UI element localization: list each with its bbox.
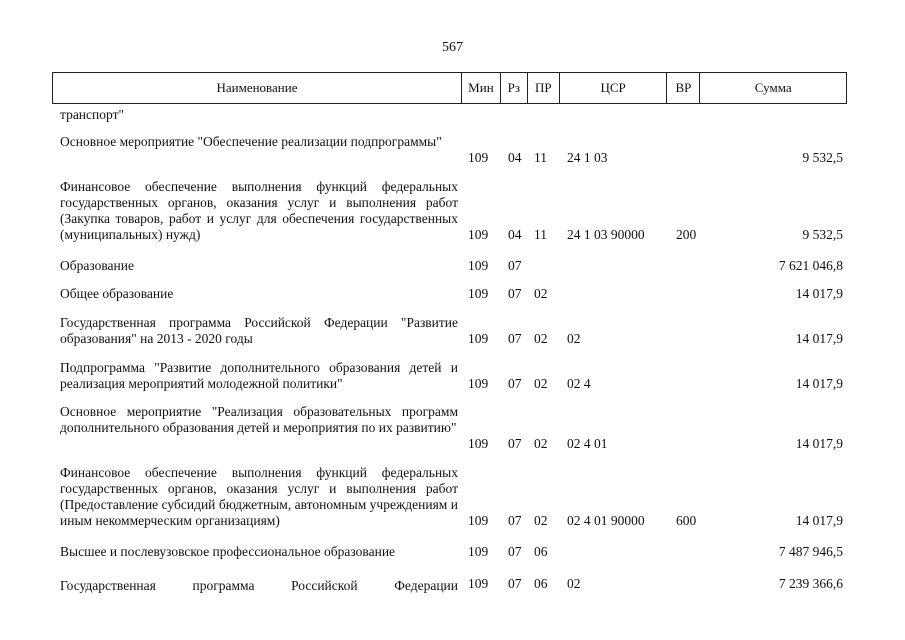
row-min: 109 xyxy=(468,227,489,242)
row-rz: 07 xyxy=(508,544,522,559)
table-row xyxy=(0,258,905,274)
header-vr: ВР xyxy=(667,73,700,103)
row-min: 109 xyxy=(468,544,489,559)
row-name: Основное мероприятие "Реализация образовательных программ дополнительного образования детей и мероприятия по их развитию" xyxy=(60,404,458,435)
row-min: 109 xyxy=(468,376,489,391)
row-name: Общее образование xyxy=(60,286,174,301)
row-csr: 02 xyxy=(567,576,581,591)
row-sum: 14 017,9 xyxy=(795,513,843,528)
row-rz: 07 xyxy=(508,331,522,346)
header-rz: Рз xyxy=(501,73,528,103)
table-row xyxy=(0,465,905,529)
row-pr: 02 xyxy=(534,286,548,301)
table-row xyxy=(0,315,905,347)
table-row xyxy=(0,578,905,594)
row-sum: 9 532,5 xyxy=(802,150,843,165)
table-row xyxy=(0,544,905,560)
row-vr: 600 xyxy=(676,513,697,528)
row-name: Финансовое обеспечение выполнения функций федеральных государственных органов, оказания услуг и выполнения работ (Предоставление субсидий бюджетным, автономным учреждениям и иным некоммерческим организациям) xyxy=(60,465,458,528)
row-csr: 02 4 01 xyxy=(567,436,608,451)
row-name: Финансовое обеспечение выполнения функций федеральных государственных органов, оказания услуг и выполнения работ (Закупка товаров, работ и услуг для обеспечения государственных (муниципальных) нужд) xyxy=(60,179,458,242)
row-sum: 7 239 366,6 xyxy=(778,576,843,591)
row-rz: 07 xyxy=(508,376,522,391)
row-csr: 02 4 xyxy=(567,376,591,391)
header-csr: ЦСР xyxy=(560,73,668,103)
table-row xyxy=(0,179,905,243)
row-pr: 02 xyxy=(534,436,548,451)
row-sum: 7 487 946,5 xyxy=(778,544,843,559)
header-sum: Сумма xyxy=(754,80,792,95)
row-sum: 9 532,5 xyxy=(802,227,843,242)
header-min: Мин xyxy=(462,73,501,103)
row-name: Высшее и послевузовское профессиональное образование xyxy=(60,544,396,559)
row-min: 109 xyxy=(468,150,489,165)
row-rz: 04 xyxy=(508,227,522,242)
row-sum: 14 017,9 xyxy=(795,286,843,301)
row-csr: 02 4 01 90000 xyxy=(567,513,645,528)
row-min: 109 xyxy=(468,258,489,273)
row-min: 109 xyxy=(468,331,489,346)
row-min: 109 xyxy=(468,286,489,301)
row-rz: 07 xyxy=(508,436,522,451)
row-min: 109 xyxy=(468,513,489,528)
row-name: Образование xyxy=(60,258,134,273)
row-sum: 14 017,9 xyxy=(795,331,843,346)
table-header xyxy=(52,72,847,104)
row-rz: 04 xyxy=(508,150,522,165)
row-csr: 24 1 03 90000 xyxy=(567,227,645,242)
row-pr: 11 xyxy=(534,227,547,242)
header-name: Наименование xyxy=(53,73,462,103)
row-pr: 02 xyxy=(534,376,548,391)
row-pr: 06 xyxy=(534,576,548,591)
row-pr: 02 xyxy=(534,513,548,528)
row-name: Государственная программа Российской Федерации xyxy=(60,578,458,593)
row-min: 109 xyxy=(468,436,489,451)
row-csr: 24 1 03 xyxy=(567,150,608,165)
row-sum: 14 017,9 xyxy=(795,376,843,391)
table-row xyxy=(0,286,905,302)
row-sum: 7 621 046,8 xyxy=(778,258,843,273)
row-csr: 02 xyxy=(567,331,581,346)
row-pr: 06 xyxy=(534,544,548,559)
row-name: Государственная программа Российской Федерации "Развитие образования" на 2013 - 2020 годы xyxy=(60,315,458,346)
row-rz: 07 xyxy=(508,513,522,528)
table-row xyxy=(0,404,905,452)
row-rz: 07 xyxy=(508,576,522,591)
continuation-text: транспорт" xyxy=(60,107,124,122)
header-pr: ПР xyxy=(528,73,560,103)
row-min: 109 xyxy=(468,576,489,591)
row-vr: 200 xyxy=(676,227,697,242)
row-rz: 07 xyxy=(508,286,522,301)
row-name: Подпрограмма "Развитие дополнительного образования детей и реализация мероприятий молодежной политики" xyxy=(60,360,458,391)
row-rz: 07 xyxy=(508,258,522,273)
row-name: Основное мероприятие "Обеспечение реализации подпрограммы" xyxy=(60,134,442,149)
row-pr: 02 xyxy=(534,331,548,346)
page-number: 567 xyxy=(442,40,463,55)
row-pr: 11 xyxy=(534,150,547,165)
table-row xyxy=(0,360,905,392)
row-sum: 14 017,9 xyxy=(795,436,843,451)
table-row xyxy=(0,134,905,166)
